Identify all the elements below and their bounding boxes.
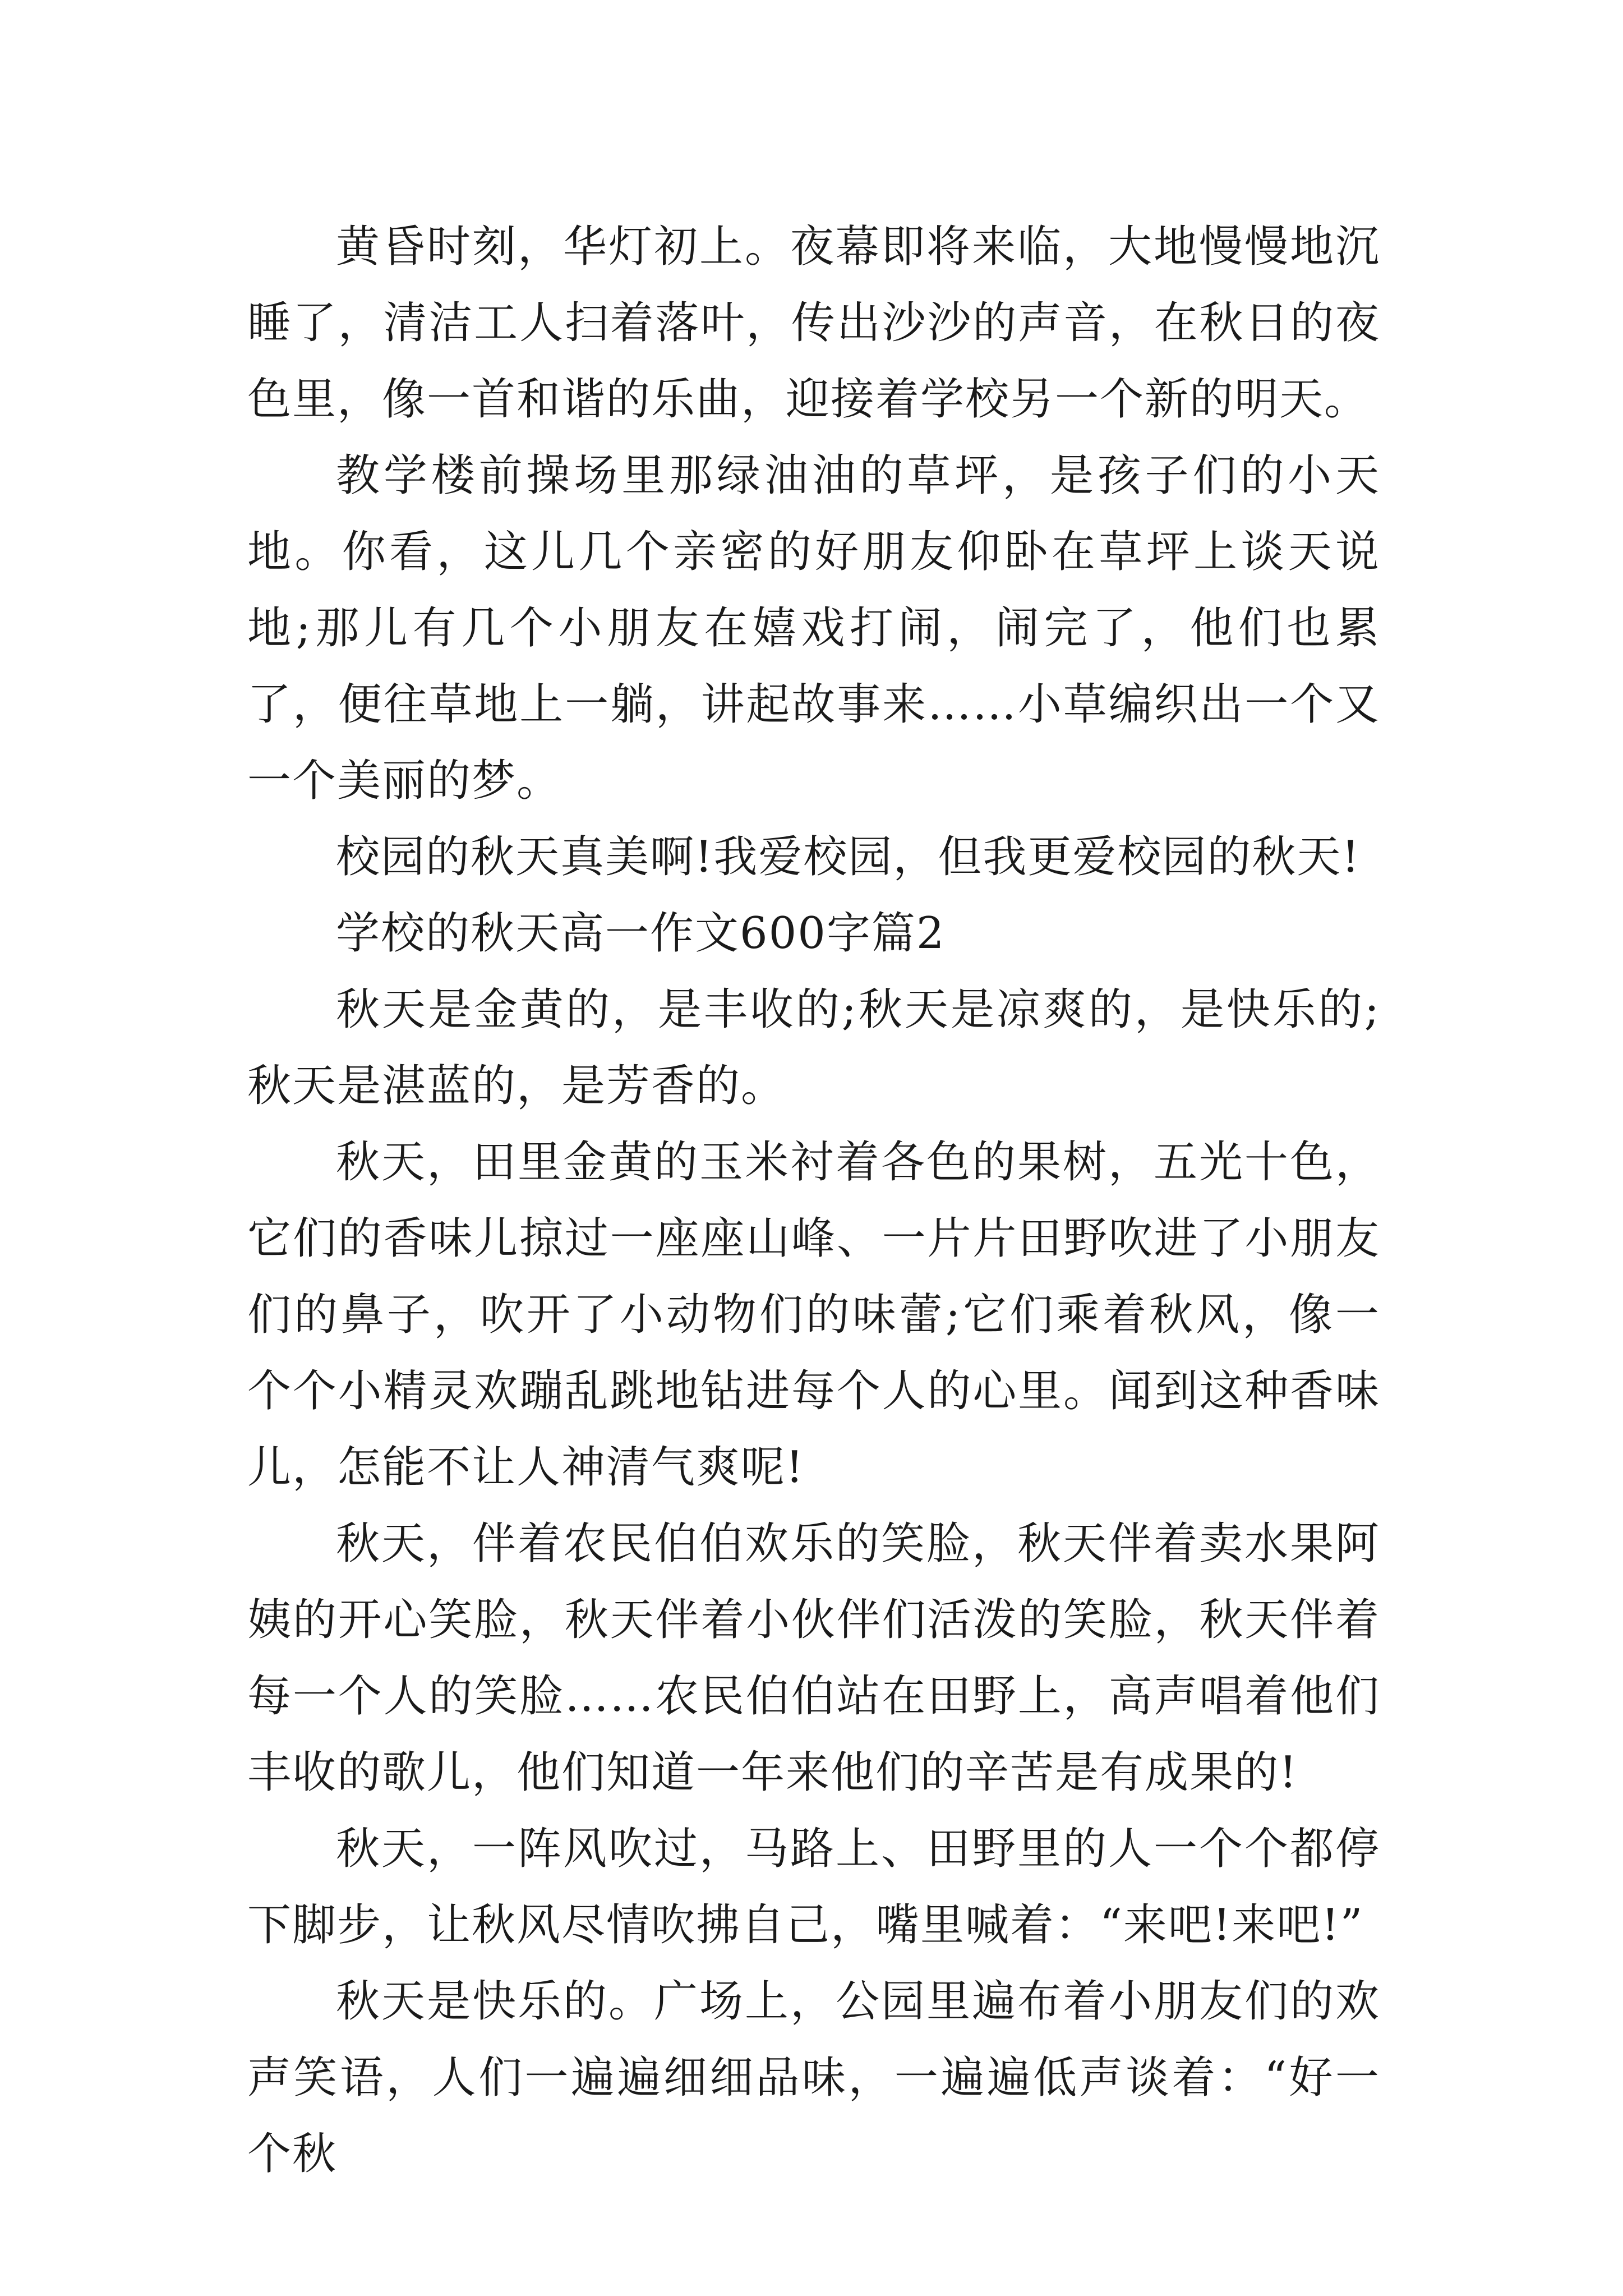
paragraph: 教学楼前操场里那绿油油的草坪，是孩子们的小天地。你看，这儿几个亲密的好朋友仰卧在草坪上谈天说地;那儿有几个小朋友在嬉戏打闹，闹完了，他们也累了，便往草地上一躺，讲起故事来……小草编织出一个又一个美丽的梦。	[247, 450, 1380, 806]
section-heading: 学校的秋天高一作文600字篇2	[336, 908, 946, 959]
essay-body	[247, 209, 1380, 2192]
paragraph: 黄昏时刻，华灯初上。夜幕即将来临，大地慢慢地沉睡了，清洁工人扫着落叶，传出沙沙的声音，在秋日的夜色里，像一首和谐的乐曲，迎接着学校另一个新的明天。	[247, 222, 1380, 425]
paragraph: 校园的秋天真美啊!我爱校园，但我更爱校园的秋天!	[336, 832, 1361, 882]
paragraph: 秋天，田里金黄的玉米衬着各色的果树，五光十色，它们的香味儿掠过一座座山峰、一片片田野吹进了小朋友们的鼻子，吹开了小动物们的味蕾;它们乘着秋风，像一个个小精灵欢蹦乱跳地钻进每个人的心里。闻到这种香味儿，怎能不让人神清气爽呢!	[247, 1137, 1380, 1493]
paragraph: 秋天是快乐的。广场上，公园里遍布着小朋友们的欢声笑语，人们一遍遍细细品味，一遍遍低声谈着：“好一个秋	[247, 1976, 1380, 2179]
paragraph: 秋天是金黄的，是丰收的;秋天是凉爽的，是快乐的;秋天是湛蓝的，是芳香的。	[247, 984, 1380, 1111]
paragraph: 秋天，一阵风吹过，马路上、田野里的人一个个都停下脚步，让秋风尽情吹拂自己，嘴里喊着：“来吧!来吧!”	[247, 1824, 1380, 1950]
paragraph: 秋天，伴着农民伯伯欢乐的笑脸，秋天伴着卖水果阿姨的开心笑脸，秋天伴着小伙伴们活泼的笑脸，秋天伴着每一个人的笑脸……农民伯伯站在田野上，高声唱着他们丰收的歌儿，他们知道一年来他们的辛苦是有成果的!	[247, 1519, 1380, 1798]
